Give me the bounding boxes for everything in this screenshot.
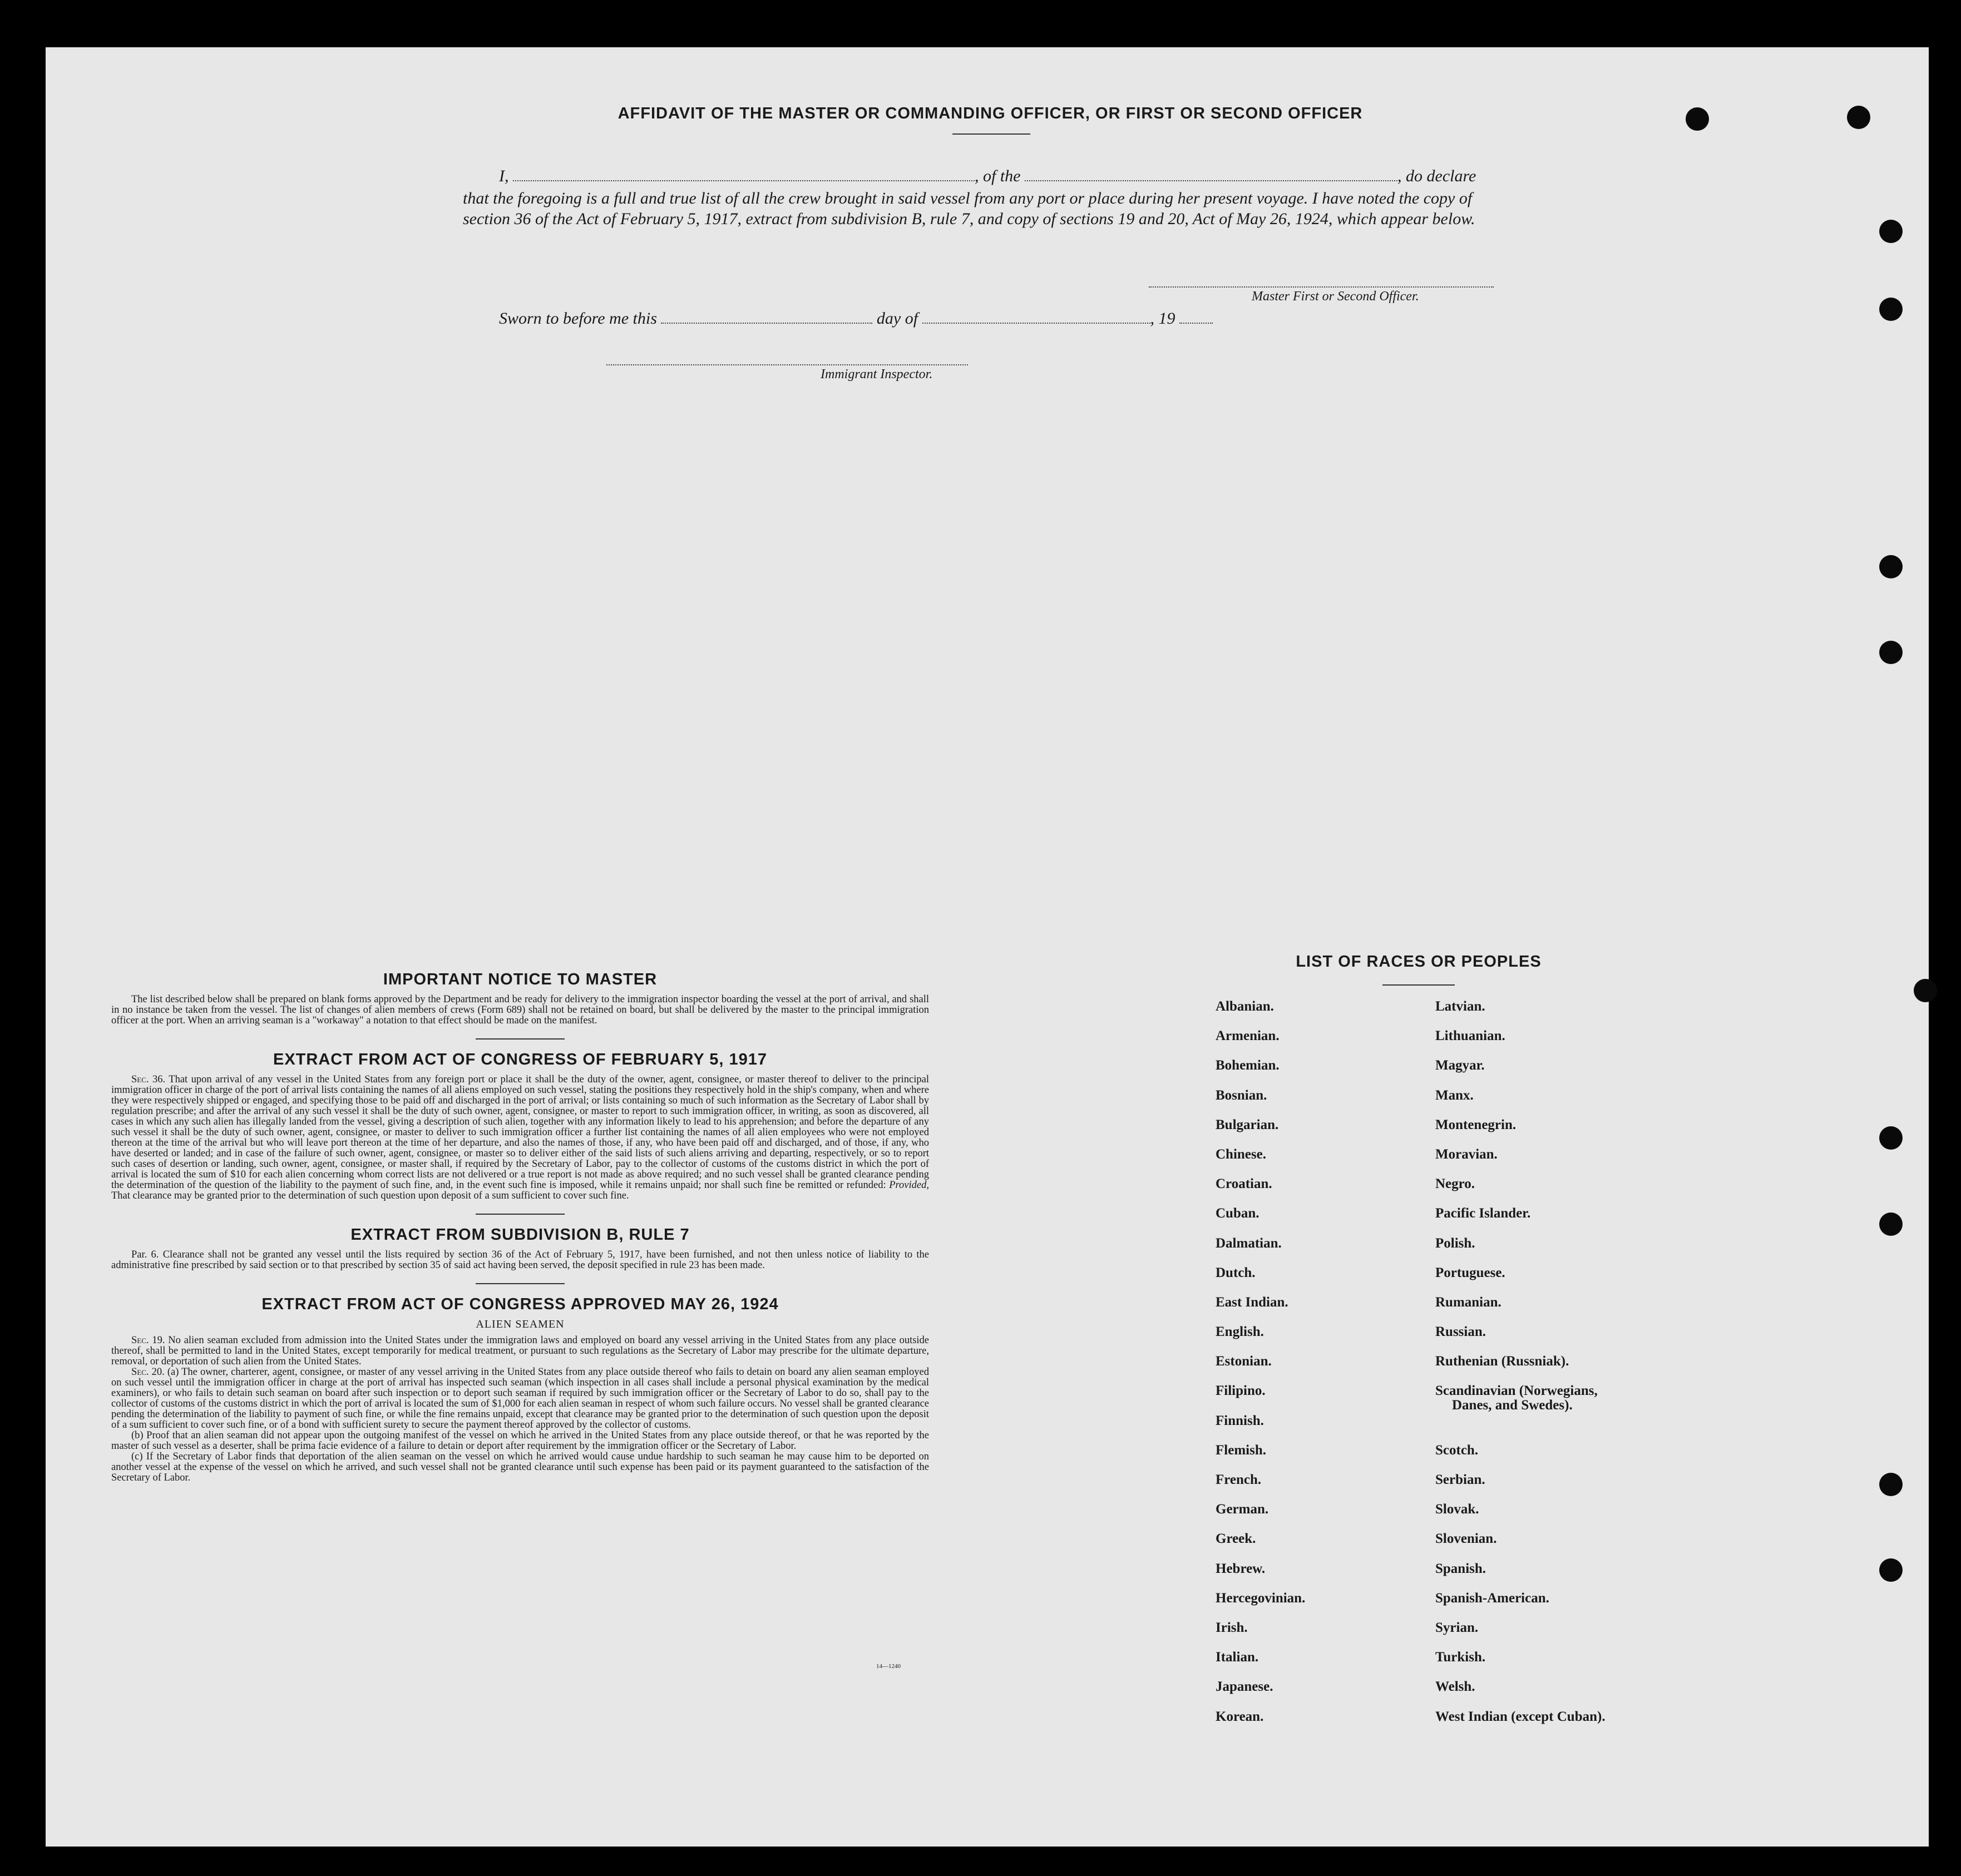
race-item: Danes, and Swedes). bbox=[1452, 1398, 1573, 1413]
inspector-signature-field[interactable] bbox=[606, 364, 968, 365]
sec-20c-text: (c) If the Secretary of Labor finds that deportation of the alien seaman on the vessel on which he arrived would cause undue hardship to such seaman he may cause him to be deported on another vessel at the expense of the vessel on which he arrived, and such vessel shall not be granted clearance until such expense has been paid or its payment guaranteed to the satisfaction of the Secretary of Labor. bbox=[111, 1451, 929, 1483]
extract-rule7-text: Par. 6. Clearance shall not be granted any vessel until the lists required by section 36 of the Act of February 5, 1917, have been furnished, and not then unless notice of liability to the administrative fine prescribed by said section or to that prescribed by section 35 of said act having been served, the deposit specified in rule 23 has been made. bbox=[111, 1249, 929, 1271]
race-item: Armenian. bbox=[1216, 1028, 1280, 1044]
affidavit-declaration-line bbox=[499, 167, 1517, 186]
race-item: East Indian. bbox=[1216, 1294, 1288, 1310]
notice-section bbox=[111, 971, 929, 1483]
race-item: French. bbox=[1216, 1472, 1262, 1487]
sec-20a-text bbox=[111, 1367, 929, 1430]
race-item: Manx. bbox=[1435, 1087, 1474, 1103]
notice-title: IMPORTANT NOTICE TO MASTER bbox=[383, 971, 658, 988]
races-column-1 bbox=[1216, 999, 1305, 1739]
race-item: Albanian. bbox=[1216, 999, 1274, 1014]
race-item: Welsh. bbox=[1435, 1679, 1475, 1695]
race-item: Moravian. bbox=[1435, 1146, 1498, 1162]
race-item: Latvian. bbox=[1435, 999, 1485, 1014]
race-item: Scandinavian (Norwegians, bbox=[1435, 1383, 1598, 1399]
race-item: Serbian. bbox=[1435, 1472, 1485, 1488]
sec-36-end: That clearance may be granted prior to the determination of such question upon deposit of a sum sufficient to cover such fine. bbox=[111, 1190, 629, 1201]
extract-rule7-title: EXTRACT FROM SUBDIVISION B, RULE 7 bbox=[350, 1226, 690, 1244]
punch-hole bbox=[1879, 298, 1903, 321]
race-item: Estonian. bbox=[1216, 1354, 1272, 1369]
race-item: Lithuanian. bbox=[1435, 1028, 1505, 1044]
punch-hole bbox=[1879, 1126, 1903, 1150]
sworn-year-field[interactable] bbox=[1179, 313, 1213, 324]
race-item: Hercegovinian. bbox=[1216, 1590, 1306, 1606]
inspector-signature-label: Immigrant Inspector. bbox=[821, 367, 933, 382]
race-item: Rumanian. bbox=[1435, 1294, 1501, 1310]
vessel-name-field[interactable] bbox=[1025, 170, 1397, 181]
race-item: Finnish. bbox=[1216, 1413, 1264, 1428]
punch-hole bbox=[1879, 220, 1903, 243]
race-item: Polish. bbox=[1435, 1235, 1475, 1251]
punch-hole bbox=[1879, 555, 1903, 578]
sec-19-body: No alien seaman excluded from admission into the United States under the immigration laws and employed on board any vessel arriving in the United States from any place outside thereof, shall be permitted to land in the United States, except temporarily for medical treatment, or pursuant to such regulations as the Secretary of Labor may prescribe for the ultimate departure, removal, or deportation of such alien from the United States. bbox=[111, 1335, 930, 1367]
race-item: German. bbox=[1216, 1502, 1269, 1517]
race-item: Cuban. bbox=[1216, 1206, 1259, 1221]
race-item: Russian. bbox=[1435, 1324, 1486, 1340]
alien-seamen-subtitle: ALIEN SEAMEN bbox=[476, 1318, 565, 1330]
race-item: Negro. bbox=[1435, 1176, 1475, 1192]
races-title: LIST OF RACES OR PEOPLES bbox=[1296, 953, 1542, 971]
race-item: Magyar. bbox=[1435, 1058, 1485, 1073]
sworn-prefix: Sworn to before me this bbox=[499, 309, 657, 328]
race-item: Scotch. bbox=[1435, 1442, 1479, 1458]
divider bbox=[952, 133, 1030, 135]
race-item: English. bbox=[1216, 1324, 1264, 1340]
race-item: Flemish. bbox=[1216, 1442, 1266, 1458]
race-item: Filipino. bbox=[1216, 1383, 1266, 1399]
affidavit-declare-label: , do declare bbox=[1397, 167, 1476, 185]
divider bbox=[476, 1283, 565, 1284]
races-column-2 bbox=[1435, 999, 1606, 1739]
race-item: Bulgarian. bbox=[1216, 1117, 1279, 1132]
race-item: Spanish. bbox=[1435, 1561, 1486, 1576]
sec-19-label: Sec. 19. bbox=[131, 1335, 165, 1346]
punch-hole bbox=[1914, 979, 1937, 1002]
race-item: Ruthenian (Russniak). bbox=[1435, 1354, 1569, 1369]
affidavit-title: AFFIDAVIT OF THE MASTER OR COMMANDING OFFICER, OR FIRST OR SECOND OFFICER bbox=[618, 105, 1363, 122]
sworn-month-field[interactable] bbox=[922, 313, 1150, 324]
form-number: 14—1240 bbox=[876, 1663, 901, 1670]
divider bbox=[476, 1214, 565, 1215]
race-item: Japanese. bbox=[1216, 1679, 1273, 1695]
race-item: Syrian. bbox=[1435, 1620, 1479, 1635]
sec-20-label: Sec. 20. bbox=[131, 1367, 165, 1378]
race-item: Italian. bbox=[1216, 1650, 1259, 1665]
sworn-year-label: , 19 bbox=[1150, 309, 1175, 328]
race-item: Bosnian. bbox=[1216, 1087, 1267, 1103]
extract-1924-title: EXTRACT FROM ACT OF CONGRESS APPROVED MAY 26, 1924 bbox=[261, 1295, 779, 1313]
extract-1917-text bbox=[111, 1075, 929, 1201]
race-item: Irish. bbox=[1216, 1620, 1248, 1635]
master-name-field[interactable] bbox=[513, 170, 975, 181]
race-item: Slovak. bbox=[1435, 1502, 1479, 1517]
race-item: Portuguese. bbox=[1435, 1265, 1505, 1280]
race-item: Hebrew. bbox=[1216, 1561, 1266, 1576]
master-signature-label: Master First or Second Officer. bbox=[1252, 289, 1419, 304]
race-item: Dutch. bbox=[1216, 1265, 1256, 1280]
master-signature-field[interactable] bbox=[1149, 286, 1494, 288]
notice-text: The list described below shall be prepared on blank forms approved by the Department and be ready for delivery to the immigration inspector boarding the vessel at the port of arrival, and shall in no instance be taken from the vessel. The list of changes of alien members of crews (Form 689) shall not be retained on board, but shall be delivered by the master to the principal immigration officer at the port. When an arriving seaman is a "workaway" a notation to that effect should be made on the manifest. bbox=[111, 994, 929, 1026]
sec-36-body: That upon arrival of any vessel in the United States from any foreign port or place it shall be the duty of the owner, agent, consignee, or master thereof to deliver to the principal immigration officer in charge of the port of arrival lists containing the names of all aliens employed on such vessel, stating the positions they respectively hold in the ship's company, when and where they were respectively shipped or engaged, and specifying those to be paid off and discharged in the port of arrival; or lists containing so much of such information as the Secretary of Labor shall by regulation prescribe; and after the arrival of any such vessel it shall be the duty of such owner, agent, consignee, or master to report to such immigration officer, in writing, as soon as discovered, all cases in which any such alien has illegally landed from the vessel, giving a description of such alien, together with any information likely to lead to his apprehension; and before the departure of any such vessel it shall be the duty of such owner, agent, consignee, or master to deliver to such immigration officer a further list containing the names of all alien employees who were not employed thereon at the time of the arrival but who will leave port thereon at the time of her departure, and also the names of those, if any, who have been paid off and discharged, and of those, if any, who have deserted or landed; and in case of the failure of such owner, agent, consignee, or master so to deliver either of the said lists of such aliens arriving and departing, respectively, or so to report such cases of desertion or landing, such owner, agent, consignee, or master shall, if required by the Secretary of Labor, pay to the collector of customs of the customs district in which the port of arrival is located the sum of $10 for each alien concerning whom correct lists are not delivered or a true report is not made as above required; and no such vessel shall be granted clearance pending the determination of the question of the liability to the payment of such fine, and, in the event such fine is imposed, while it remains unpaid; nor shall such fine be remitted or refunded: bbox=[111, 1074, 930, 1191]
sworn-day-field[interactable] bbox=[661, 313, 872, 324]
provided-label: Provided, bbox=[889, 1180, 929, 1191]
race-item: West Indian (except Cuban). bbox=[1435, 1709, 1606, 1724]
race-item: Korean. bbox=[1216, 1709, 1264, 1724]
sworn-day-of-label: day of bbox=[876, 309, 918, 328]
race-item: Spanish-American. bbox=[1435, 1590, 1549, 1606]
race-item: Croatian. bbox=[1216, 1176, 1272, 1192]
race-item: Turkish. bbox=[1435, 1650, 1486, 1665]
sworn-line bbox=[499, 309, 1278, 328]
race-item: Chinese. bbox=[1216, 1146, 1266, 1162]
affidavit-body: that the foregoing is a full and true list of all the crew brought in said vessel from any port or place during her present voyage. I have noted the copy of section 36 of the Act of February 5, 1917, extract from subdivision B, rule 7, and copy of sections 19 and 20, Act of May 26, 1924, which appear below. bbox=[463, 189, 1475, 228]
race-item: Slovenian. bbox=[1435, 1531, 1497, 1547]
punch-hole bbox=[1879, 1473, 1903, 1496]
sec-20b-text: (b) Proof that an alien seaman did not appear upon the outgoing manifest of the vessel on which he arrived in the United States from any place outside thereof, or that he was reported by the master of such vessel as a deserter, shall be prima facie evidence of a failure to detain or deport after requirement by the immigration officer or the Secretary of Labor. bbox=[111, 1430, 929, 1452]
punch-hole bbox=[1847, 106, 1870, 129]
affidavit-i-label: I, bbox=[499, 167, 509, 185]
race-item: Dalmatian. bbox=[1216, 1235, 1282, 1251]
race-item: Bohemian. bbox=[1216, 1058, 1280, 1073]
divider bbox=[1382, 984, 1455, 986]
race-item: Pacific Islander. bbox=[1435, 1206, 1531, 1221]
race-item: Greek. bbox=[1216, 1531, 1256, 1547]
sec-36-label: Sec. 36. bbox=[131, 1074, 166, 1085]
sec-19-text bbox=[111, 1335, 929, 1367]
extract-1917-title: EXTRACT FROM ACT OF CONGRESS OF FEBRUARY 5, 1917 bbox=[273, 1051, 768, 1068]
divider bbox=[476, 1038, 565, 1040]
punch-hole bbox=[1879, 1212, 1903, 1236]
affidavit-of-the-label: , of the bbox=[975, 167, 1021, 185]
punch-hole bbox=[1879, 641, 1903, 664]
race-item: Montenegrin. bbox=[1435, 1117, 1517, 1132]
punch-hole bbox=[1879, 1558, 1903, 1582]
punch-hole bbox=[1686, 107, 1709, 131]
sec-20a-body: (a) The owner, charterer, agent, consignee, or master of any vessel arriving in the United States from any place outside thereof who fails to detain on board any alien seaman employed on such vessel until the immigration officer in charge at the port of arrival has inspected such seaman (which inspection in all cases shall include a personal physical examination by the medical examiners), or who fails to detain such seaman on board after such inspection or to deport such seaman if required by such immigration officer or the Secretary of Labor to do so, shall pay to the collector of customs of the customs district in which the port of arrival is located the sum of $1,000 for each alien seaman in respect of whom such failure occurs. No vessel shall be granted clearance pending the determination of the liability to payment of such fine, or while the fine remains unpaid, except that clearance may be granted prior to the determination of such question upon the deposit of a sum sufficient to cover such fine, or of a bond with sufficient surety to secure the payment thereof approved by the collector of customs. bbox=[111, 1367, 930, 1430]
